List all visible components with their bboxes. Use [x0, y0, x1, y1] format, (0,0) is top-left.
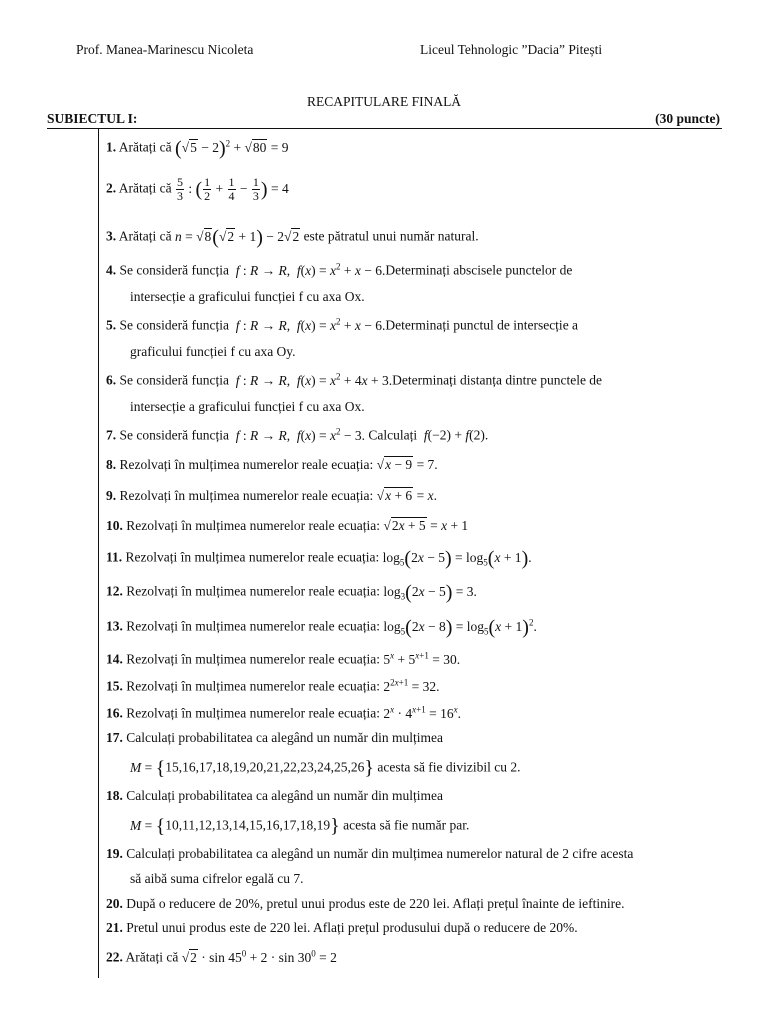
- exercise-4-line2: intersecție a graficului funcției f cu axa Ox.: [130, 289, 365, 304]
- set-values: 15,16,17,18,19,20,21,22,23,24,25,26: [165, 759, 365, 775]
- exercise-22: [106, 948, 337, 966]
- exercise-13: [106, 616, 537, 639]
- exercise-number: 18.: [106, 788, 123, 803]
- exercise-19: [106, 846, 633, 862]
- exercise-text: Arătați că: [118, 139, 172, 155]
- exercise-21: [106, 920, 578, 936]
- exercise-19-line2: să aibă suma cifrelor egală cu 7.: [130, 871, 304, 886]
- exercise-tail: este pătratul unui număr natural.: [303, 228, 479, 244]
- formula: $\frac{5}{3}$ : ( $\frac{1}{2}$ + $\frac{1}{4}$ − $\frac{1}{3}$ ) = 4: [176, 175, 289, 203]
- section-label: SUBIECTUL I:: [47, 111, 138, 126]
- exercise-text: Arătați că: [125, 949, 179, 965]
- exercise-text: Se consideră funcția: [119, 427, 229, 443]
- exercise-text: Arătați că: [118, 228, 172, 244]
- formula: f : R → R, $f(x) = x^2 + 4x + 3$.: [235, 371, 393, 388]
- exercise-20: [106, 896, 624, 912]
- formula-2: f(−2) + f(2).: [423, 427, 489, 443]
- exercise-6: [106, 371, 602, 389]
- exercise-18-line2: M = {10,11,12,13,14,15,16,17,18,19} acesta să fie număr par.: [130, 815, 470, 837]
- exercise-text: Calculați probabilitatea ca alegând un număr din mulțimea: [126, 730, 444, 745]
- formula: $(√5 - 2)^2 + √80 = 9$: [174, 137, 289, 159]
- formula: $\log_3(2x - 5) = 3$.: [383, 581, 477, 603]
- vertical-rule: [98, 128, 99, 978]
- exercise-tail: acesta să fie divizibil cu 2.: [377, 759, 521, 775]
- exercise-text: Rezolvați în mulțimea numerelor reale ecuația:: [126, 583, 381, 599]
- exercise-text: Rezolvați în mulțimea numerelor reale ecuația:: [125, 549, 380, 565]
- exercise-text: Se consideră funcția: [119, 317, 229, 333]
- exercise-number: 4.: [106, 262, 117, 278]
- exercise-tail: Determinați abscisele punctelor de: [385, 262, 573, 278]
- exercise-text: Rezolvați în mulțimea numerelor reale ecuația:: [126, 618, 381, 634]
- exercise-text: Rezolvați în mulțimea numerelor reale ecuația:: [119, 488, 374, 503]
- exercise-number: 8.: [106, 457, 117, 472]
- exercise-text: Arătați că: [118, 180, 172, 196]
- formula: $2^x \cdot 4^{x+1} = 16^x$.: [383, 704, 461, 721]
- exercise-5-line2: graficului funcției f cu axa Oy.: [130, 344, 296, 359]
- exercise-16: [106, 704, 461, 722]
- exercise-text: Rezolvați în mulțimea numerelor reale ecuația:: [126, 518, 381, 533]
- exercise-number: 15.: [106, 678, 123, 694]
- exercise-18: [106, 788, 443, 804]
- exercise-5: [106, 316, 578, 334]
- exercise-tail: Determinați punctul de intersecție a: [385, 317, 579, 333]
- exercise-text: Pretul unui produs este de 220 lei. Aflați prețul produsului după o reducere de 20%.: [126, 920, 578, 935]
- exercise-number: 2.: [106, 180, 117, 196]
- exercise-4: [106, 261, 572, 279]
- exercise-7: [106, 426, 488, 444]
- formula: $\log_5(2x - 5) = \log_5(x + 1)$.: [382, 547, 532, 569]
- school-header: Liceul Tehnologic ”Dacia” Pitești: [420, 42, 603, 57]
- section-points: (30 puncte): [655, 111, 720, 126]
- exercise-number: 3.: [106, 228, 117, 244]
- formula: √x + 6 = x.: [376, 488, 437, 503]
- formula: √x − 9 = 7.: [376, 457, 438, 472]
- exercise-2: [106, 176, 289, 203]
- exercise-number: 12.: [106, 583, 123, 599]
- exercise-text: Calculați probabilitatea ca alegând un număr din mulțimea: [126, 788, 444, 803]
- exercise-number: 9.: [106, 488, 117, 503]
- exercise-text: Rezolvați în mulțimea numerelor reale ecuația:: [126, 678, 381, 694]
- set-values: 10,11,12,13,14,15,16,17,18,19: [165, 817, 331, 833]
- exercise-number: 14.: [106, 651, 123, 667]
- exercise-10: [106, 518, 468, 534]
- exercise-17-line2: M = {15,16,17,18,19,20,21,22,23,24,25,26} acesta să fie divizibil cu 2.: [130, 757, 521, 779]
- exercise-tail: Determinați distanța dintre punctele de: [392, 372, 603, 388]
- exercise-text: Se consideră funcția: [119, 372, 229, 388]
- formula: f : R → R, $f(x) = x^2 - 3$.: [235, 426, 365, 443]
- exercise-number: 16.: [106, 705, 123, 721]
- formula: f : R → R, $f(x) = x^2 + x - 6$.: [235, 316, 386, 333]
- exercise-number: 13.: [106, 618, 123, 634]
- exercise-text: Se consideră funcția: [119, 262, 229, 278]
- exercise-text: Calculați probabilitatea ca alegând un număr din mulțimea numerelor natural de 2 cifre acesta: [126, 846, 634, 861]
- exercise-8: [106, 457, 438, 473]
- exercise-tail: Calculați: [368, 427, 418, 443]
- page-title: RECAPITULARE FINALĂ: [306, 94, 462, 109]
- exercise-number: 11.: [106, 549, 123, 565]
- exercise-text: Rezolvați în mulțimea numerelor reale ecuația:: [119, 457, 374, 472]
- exercise-number: 10.: [106, 518, 123, 533]
- exercise-tail: acesta să fie număr par.: [343, 817, 470, 833]
- exercise-number: 21.: [106, 920, 123, 935]
- author-header: Prof. Manea-Marinescu Nicoleta: [76, 42, 254, 57]
- exercise-number: 19.: [106, 846, 123, 861]
- exercise-1: [106, 137, 289, 160]
- exercise-12: [106, 581, 477, 604]
- formula: $5^x + 5^{x+1} = 30$.: [383, 650, 461, 667]
- exercise-text: Rezolvați în mulțimea numerelor reale ecuația:: [126, 705, 381, 721]
- exercise-number: 17.: [106, 730, 123, 745]
- exercise-9: [106, 488, 437, 504]
- horizontal-rule: [47, 128, 722, 129]
- exercise-number: 5.: [106, 317, 117, 333]
- formula: n = √8(√2 + 1) − 2√2: [174, 226, 300, 248]
- exercise-number: 1.: [106, 139, 117, 155]
- exercise-text: Rezolvați în mulțimea numerelor reale ecuația:: [126, 651, 381, 667]
- exercise-15: [106, 677, 439, 695]
- exercise-number: 6.: [106, 372, 117, 388]
- formula: $2^{2x+1} = 32$.: [383, 677, 440, 694]
- exercise-17: [106, 730, 443, 746]
- exercise-text: După o reducere de 20%, pretul unui produs este de 220 lei. Aflați prețul înainte de ieftinire.: [126, 896, 625, 911]
- formula: $\log_5(2x - 8) = \log_5(x + 1)^2$.: [383, 616, 537, 638]
- formula: $√2 \cdot \sin 45^0 + 2 \cdot \sin 30^0 = 2$: [181, 948, 337, 965]
- formula: √2x + 5 = x + 1: [383, 518, 469, 533]
- exercise-14: [106, 650, 460, 668]
- exercise-6-line2: intersecție a graficului funcției f cu axa Ox.: [130, 399, 365, 414]
- exercise-11: [106, 547, 532, 570]
- exercise-number: 22.: [106, 949, 123, 965]
- exercise-3: [106, 226, 479, 249]
- exercise-number: 7.: [106, 427, 117, 443]
- exercise-number: 20.: [106, 896, 123, 911]
- formula: f : R → R, $f(x) = x^2 + x - 6$.: [235, 261, 386, 278]
